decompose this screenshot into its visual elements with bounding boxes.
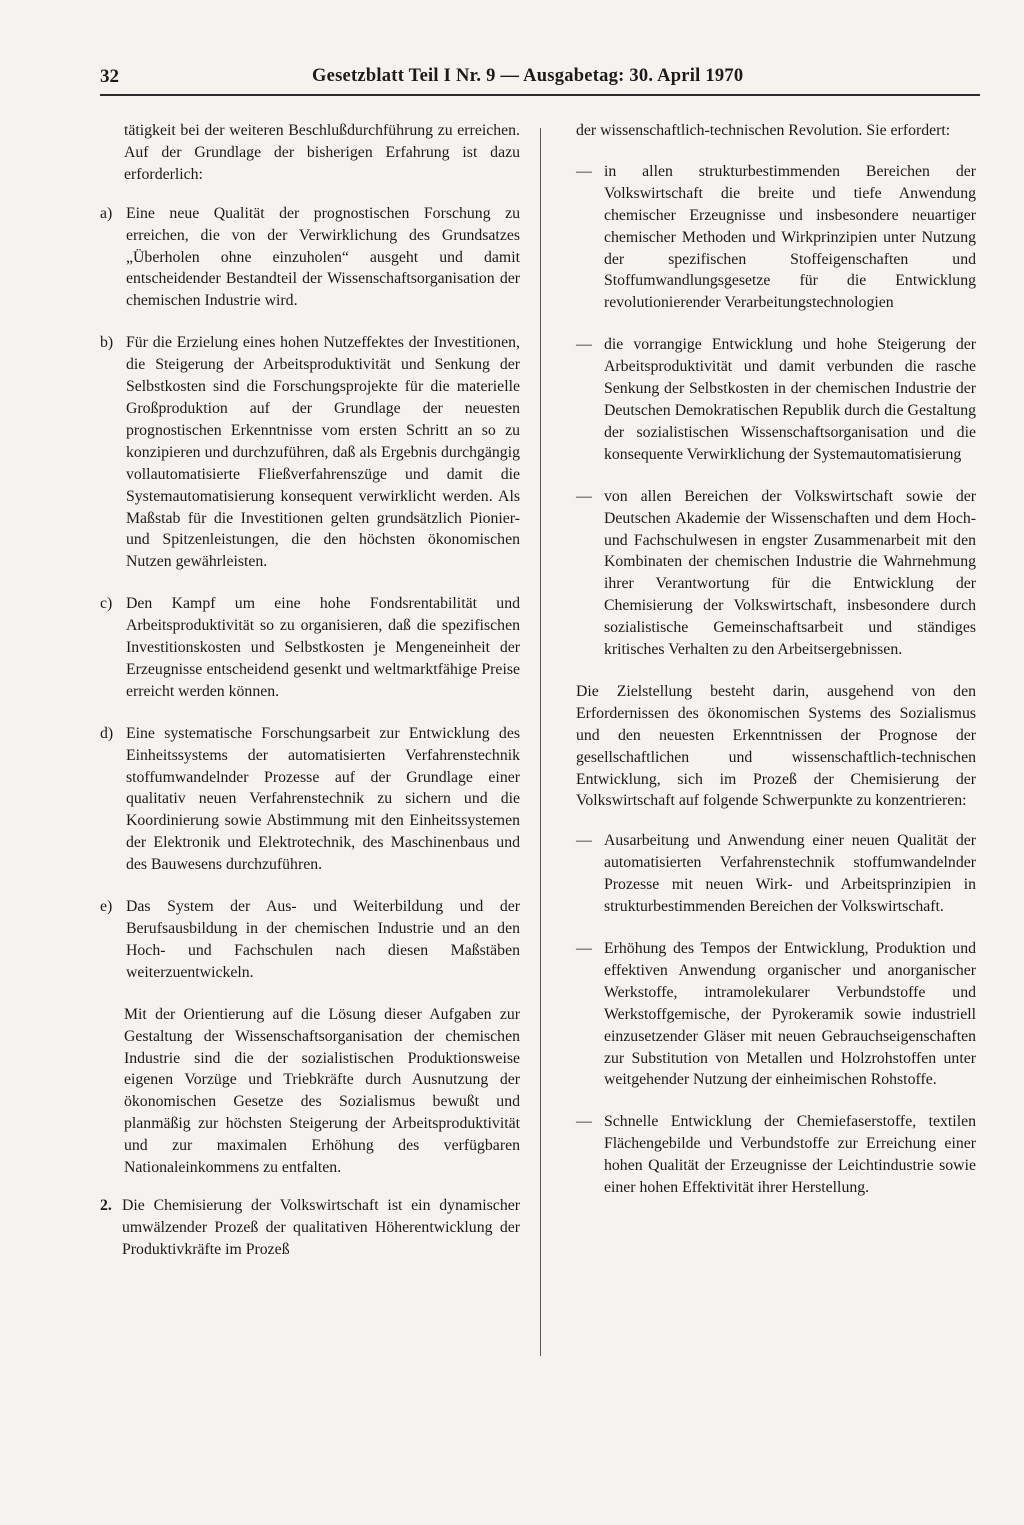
section-text: Die Chemisierung der Volkswirtschaft ist ein dynamischer umwälzender Prozeß der qualitativen Höherentwicklung der Produktivkräfte im Prozeß bbox=[122, 1196, 520, 1258]
dash-item bbox=[576, 334, 976, 465]
dash-item-text: Ausarbeitung und Anwendung einer neuen Qualität der automatisierten Verfahrenstechnik stoffumwandelnder Prozesse mit neuen Wirk- und Arbeitsprinzipien in strukturbestimmenden Bereichen der Volkswirtschaft. bbox=[604, 832, 976, 916]
list-item-text: Eine neue Qualität der prognostischen Forschung zu erreichen, die von der Verwirklichung des Grundsatzes „Überholen ohne einzuholen“ ausgeht und damit entscheidender Bestandteil der Wissenschaftsorganisation der chemischen Industrie wird. bbox=[126, 204, 520, 310]
list-marker: a) bbox=[100, 204, 113, 222]
list-item-e bbox=[100, 896, 520, 984]
dash-marker: — bbox=[576, 940, 592, 957]
section-number: 2. bbox=[100, 1196, 112, 1214]
list-marker: c) bbox=[100, 595, 113, 613]
list-item-b bbox=[100, 332, 520, 573]
list-marker: d) bbox=[100, 724, 114, 742]
column-divider bbox=[540, 128, 541, 1356]
dash-item bbox=[576, 830, 976, 918]
dash-item bbox=[576, 1111, 976, 1199]
right-column bbox=[576, 120, 976, 1219]
body-paragraph: Mit der Orientierung auf die Lösung dieser Aufgaben zur Gestaltung der Wissenschaftsorganisation der chemischen Industrie sind die der sozialistischen Produktionsweise eigenen Vorzüge und Triebkräfte durch Ausnutzung der ökonomischen Gesetze des Sozialismus bewußt und planmäßig zur höchsten Steigerung der Arbeitsproduktivität und zur maximalen Erhöhung des verfügbaren Nationaleinkommens zu entfalten. bbox=[124, 1005, 520, 1177]
dash-marker: — bbox=[576, 162, 592, 180]
page-header bbox=[100, 60, 980, 96]
dash-item-text: Erhöhung des Tempos der Entwicklung, Produktion und effektiven Anwendung organischer und anorganischer Werkstoffe, intramolekularer Verbundstoffe und Werkstoffgemische, der Pyrokeramik sowie industriell einzusetzender Gläser mit neuen Gebrauchseigenschaften zur Substitution von Metallen und Holzrohstoffen unter weitgehender Nutzung der einheimischen Rohstoffe. bbox=[604, 940, 976, 1089]
dash-marker: — bbox=[576, 832, 592, 850]
dash-marker: — bbox=[576, 1113, 592, 1131]
left-column bbox=[100, 120, 520, 1261]
numbered-section-2 bbox=[100, 1195, 520, 1261]
dash-item bbox=[576, 161, 976, 314]
continuation-paragraph: tätigkeit bei der weiteren Beschlußdurchführung zu erreichen. Auf der Grundlage der bisherigen Erfahrung ist dazu erforderlich: bbox=[124, 122, 520, 183]
continuation-paragraph: der wissenschaftlich-technischen Revolution. Sie erfordert: bbox=[576, 122, 951, 139]
dash-marker: — bbox=[576, 336, 592, 354]
dash-item-text: in allen strukturbestimmenden Bereichen der Volkswirtschaft die breite und tiefe Anwendung chemischer Erzeugnisse und insbesondere neuartiger chemischer Methoden und Wirkprinzipien unter Nutzung der spezifischen Stoffeigenschaften und Stoffumwandlungsgesetze für die Entwicklung revolutionierender Verarbeitungstechnologien bbox=[604, 162, 976, 312]
dash-marker: — bbox=[576, 487, 592, 505]
list-item-text: Für die Erzielung eines hohen Nutzeffektes der Investitionen, die Steigerung der Arbeitsproduktivität und Senkung der Selbstkosten sind die Forschungsprojekte für die materielle Großproduktion auf der Grundlage der neuesten prognostischen Erkenntnisse vom ersten Schritt an so zu konzipieren und durchzuführen, daß als Ergebnis durchgängig vollautomatisierte Fließverfahrenszüge und damit die Systemautomatisierung konsequent verwirklicht werden. Als Maßstab für die Investitionen gelten grundsätzlich Pionier- und Spitzenleistungen, die den höchsten ökonomischen Nutzen gewährleisten. bbox=[126, 334, 520, 571]
page-number: 32 bbox=[100, 66, 119, 87]
list-item-d bbox=[100, 723, 520, 876]
list-item-c bbox=[100, 593, 520, 703]
list-item-text: Den Kampf um eine hohe Fondsrentabilität und Arbeitsproduktivität so zu organisieren, daß die spezifischen Investitionskosten und Selbstkosten je Mengeneinheit der Erzeugnisse entscheidend gesenkt und weltmarktfähige Preise erreicht werden können. bbox=[126, 595, 520, 700]
gazette-title: Gesetzblatt Teil I Nr. 9 — Ausgabetag: 30. April 1970 bbox=[312, 66, 744, 86]
list-item-text: Das System der Aus- und Weiterbildung und der Berufsausbildung in der chemischen Industrie und an den Hoch- und Fachschulen nach diesen Maßstäben weiterzuentwickeln. bbox=[126, 898, 520, 981]
dash-item-text: von allen Bereichen der Volkswirtschaft sowie der Deutschen Akademie der Wissenschaften und dem Hoch- und Fachschulwesen in engster Zusammenarbeit mit den Kombinaten der chemischen Industrie die Wahrnehmung ihrer Verantwortung für die Entwicklung der Chemisierung der Volkswirtschaft, insbesondere durch sozialistische Gemeinschaftsarbeit und ständiges kritisches Verhalten zu den Arbeitsergebnissen. bbox=[604, 487, 976, 659]
dash-item bbox=[576, 486, 976, 661]
dash-item-text: Schnelle Entwicklung der Chemiefaserstoffe, textilen Flächengebilde und Verbundstoffe zur Erreichung einer hohen Qualität der Erzeugnisse der Leichtindustrie sowie einer hohen Effektivität ihrer Herstellung. bbox=[604, 1113, 976, 1197]
body-paragraph: Die Zielstellung besteht darin, ausgehend von den Erfordernissen des ökonomischen Systems des Sozialismus und den neuesten Erkenntnissen der Prognose der gesellschaftlichen und wissenschaftlich-technischen Entwicklung, sich im Prozeß der Chemisierung der Volkswirtschaft auf folgende Schwerpunkte zu konzentrieren: bbox=[576, 682, 976, 810]
list-marker: e) bbox=[100, 898, 113, 916]
dash-item-text: die vorrangige Entwicklung und hohe Steigerung der Arbeitsproduktivität und damit verbunden die rasche Senkung der Selbstkosten in der chemischen Industrie der Deutschen Demokratischen Republik durch die Gestaltung der sozialistischen Wissenschaftsorganisation und die konsequente Verwirklichung der Systemautomatisierung bbox=[604, 336, 976, 463]
list-item-text: Eine systematische Forschungsarbeit zur Entwicklung des Einheitssystems der automatisierten Verfahrenstechnik stoffumwandelnder Prozesse auf der Grundlage einer qualitativ neuen Verfahrenstechnik zu sichern und die Koordinierung sowie Abstimmung mit den Einheitssystemen der Elektronik und Elektrotechnik, des Maschinenbaus und des Bauwesens durchzuführen. bbox=[126, 724, 520, 874]
dash-item bbox=[576, 938, 976, 1091]
list-item-a bbox=[100, 203, 520, 313]
list-marker: b) bbox=[100, 334, 114, 352]
